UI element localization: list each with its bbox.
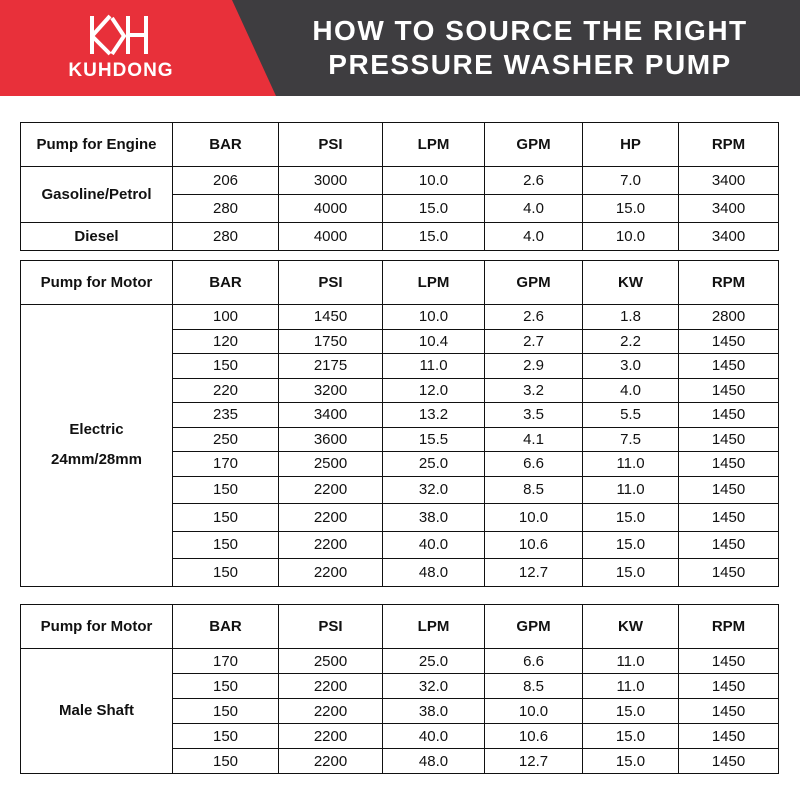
- row-group-label-line: Electric: [69, 421, 124, 439]
- table-cell: 11.0: [383, 354, 485, 379]
- column-header: PSI: [279, 261, 383, 305]
- table-cell: 1750: [279, 329, 383, 354]
- table-cell: 25.0: [383, 452, 485, 477]
- table-cell: 120: [173, 329, 279, 354]
- table-cell: 10.0: [383, 167, 485, 195]
- table-cell: 3600: [279, 427, 383, 452]
- table-cell: 11.0: [583, 674, 679, 699]
- table-cell: 6.6: [485, 649, 583, 674]
- column-header: GPM: [485, 261, 583, 305]
- table-cell: 3000: [279, 167, 383, 195]
- column-header: Pump for Motor: [21, 261, 173, 305]
- table-cell: 150: [173, 354, 279, 379]
- column-header: RPM: [679, 261, 779, 305]
- column-header: RPM: [679, 605, 779, 649]
- row-group-label: Diesel: [21, 223, 173, 251]
- table-cell: 1450: [679, 559, 779, 587]
- table-cell: 38.0: [383, 699, 485, 724]
- table-cell: 38.0: [383, 504, 485, 532]
- page-title: [275, 14, 785, 82]
- table-cell: 8.5: [485, 674, 583, 699]
- table-cell: 5.5: [583, 403, 679, 428]
- table-cell: 3200: [279, 378, 383, 403]
- table-cell: 2800: [679, 305, 779, 330]
- table-row: [21, 649, 779, 674]
- table-cell: 3.0: [583, 354, 679, 379]
- table-cell: 3400: [279, 403, 383, 428]
- table-cell: 1450: [679, 674, 779, 699]
- table-cell: 150: [173, 531, 279, 559]
- table-cell: 4000: [279, 223, 383, 251]
- kh-logo-icon: [88, 12, 150, 58]
- table-cell: 1450: [679, 749, 779, 774]
- table-cell: 1450: [679, 531, 779, 559]
- brand-name: KUHDONG: [68, 60, 174, 81]
- table-cell: 15.0: [583, 559, 679, 587]
- table-cell: 2200: [279, 504, 383, 532]
- table-cell: 15.5: [383, 427, 485, 452]
- table-cell: 12.7: [485, 749, 583, 774]
- table-cell: 150: [173, 674, 279, 699]
- table-cell: 170: [173, 452, 279, 477]
- table-row: [21, 167, 779, 195]
- table-cell: 11.0: [583, 649, 679, 674]
- table-cell: 15.0: [583, 699, 679, 724]
- table-cell: 15.0: [583, 724, 679, 749]
- engine-pump-table: [20, 122, 779, 251]
- column-header: BAR: [173, 605, 279, 649]
- row-group-label: [21, 649, 173, 774]
- column-header: HP: [583, 123, 679, 167]
- table-cell: 1450: [679, 476, 779, 504]
- table-cell: 206: [173, 167, 279, 195]
- table-cell: 2200: [279, 559, 383, 587]
- table-cell: 150: [173, 476, 279, 504]
- table-cell: 1450: [679, 329, 779, 354]
- table-cell: 1450: [679, 452, 779, 477]
- table-cell: 10.0: [583, 223, 679, 251]
- table-cell: 100: [173, 305, 279, 330]
- column-header: KW: [583, 605, 679, 649]
- table-header-row: [21, 605, 779, 649]
- table-row: [21, 305, 779, 330]
- column-header: LPM: [383, 261, 485, 305]
- table-cell: 15.0: [583, 504, 679, 532]
- column-header: PSI: [279, 123, 383, 167]
- table-cell: 48.0: [383, 559, 485, 587]
- column-header: KW: [583, 261, 679, 305]
- table-cell: 11.0: [583, 476, 679, 504]
- table-cell: 15.0: [583, 195, 679, 223]
- table-cell: 10.4: [383, 329, 485, 354]
- table-header-row: [21, 123, 779, 167]
- column-header: GPM: [485, 123, 583, 167]
- table-cell: 250: [173, 427, 279, 452]
- table-cell: 220: [173, 378, 279, 403]
- table-cell: 11.0: [583, 452, 679, 477]
- column-header: GPM: [485, 605, 583, 649]
- table-cell: 2200: [279, 531, 383, 559]
- table-cell: 7.5: [583, 427, 679, 452]
- table-cell: 1450: [679, 649, 779, 674]
- table-cell: 1450: [679, 427, 779, 452]
- table-cell: 2200: [279, 724, 383, 749]
- shaft-table-body: [21, 649, 779, 774]
- table-cell: 2175: [279, 354, 383, 379]
- column-header: PSI: [279, 605, 383, 649]
- table-cell: 15.0: [383, 223, 485, 251]
- table-cell: 2.6: [485, 167, 583, 195]
- table-cell: 4000: [279, 195, 383, 223]
- title-line-1: HOW TO SOURCE THE RIGHT: [312, 15, 748, 46]
- table-cell: 2500: [279, 649, 383, 674]
- table-cell: 2.9: [485, 354, 583, 379]
- table-cell: 2200: [279, 699, 383, 724]
- table-cell: 280: [173, 223, 279, 251]
- row-group-label: [21, 305, 173, 587]
- table-cell: 10.6: [485, 531, 583, 559]
- table-cell: 3.5: [485, 403, 583, 428]
- table-row: [21, 223, 779, 251]
- column-header: BAR: [173, 261, 279, 305]
- table-cell: 280: [173, 195, 279, 223]
- table-header-row: [21, 261, 779, 305]
- table-cell: 150: [173, 749, 279, 774]
- table-cell: 2.7: [485, 329, 583, 354]
- table-cell: 40.0: [383, 724, 485, 749]
- table-cell: 10.0: [485, 699, 583, 724]
- row-group-label-line: Male Shaft: [58, 702, 134, 719]
- table-cell: 8.5: [485, 476, 583, 504]
- table-cell: 1450: [679, 699, 779, 724]
- table-cell: 32.0: [383, 476, 485, 504]
- table-cell: 48.0: [383, 749, 485, 774]
- table-cell: 32.0: [383, 674, 485, 699]
- table-cell: 2200: [279, 476, 383, 504]
- table-cell: 10.0: [485, 504, 583, 532]
- table-cell: 3.2: [485, 378, 583, 403]
- column-header: LPM: [383, 605, 485, 649]
- table-cell: 150: [173, 559, 279, 587]
- table-cell: 2500: [279, 452, 383, 477]
- column-header: Pump for Motor: [21, 605, 173, 649]
- table-cell: 4.1: [485, 427, 583, 452]
- table-cell: 40.0: [383, 531, 485, 559]
- table-cell: 4.0: [583, 378, 679, 403]
- table-cell: 1450: [679, 354, 779, 379]
- table-cell: 1450: [279, 305, 383, 330]
- column-header: RPM: [679, 123, 779, 167]
- electric-motor-pump-table: [20, 260, 779, 587]
- table-cell: 2.2: [583, 329, 679, 354]
- table-cell: 3400: [679, 167, 779, 195]
- table-cell: 12.0: [383, 378, 485, 403]
- table-cell: 235: [173, 403, 279, 428]
- table-cell: 1450: [679, 504, 779, 532]
- table-cell: 10.6: [485, 724, 583, 749]
- table-cell: 15.0: [383, 195, 485, 223]
- male-shaft-pump-table: [20, 604, 779, 774]
- table-cell: 1.8: [583, 305, 679, 330]
- table-cell: 2.6: [485, 305, 583, 330]
- table-cell: 3400: [679, 223, 779, 251]
- table-cell: 150: [173, 699, 279, 724]
- column-header: LPM: [383, 123, 485, 167]
- table-cell: 150: [173, 504, 279, 532]
- table-cell: 7.0: [583, 167, 679, 195]
- table-cell: 10.0: [383, 305, 485, 330]
- column-header: BAR: [173, 123, 279, 167]
- table-cell: 12.7: [485, 559, 583, 587]
- table-cell: 15.0: [583, 531, 679, 559]
- table-cell: 2200: [279, 674, 383, 699]
- table-cell: 3400: [679, 195, 779, 223]
- electric-table-body: [21, 305, 779, 587]
- table-cell: 1450: [679, 378, 779, 403]
- table-cell: 13.2: [383, 403, 485, 428]
- table-cell: 2200: [279, 749, 383, 774]
- row-group-label-line: 24mm/28mm: [51, 451, 142, 469]
- table-cell: 4.0: [485, 223, 583, 251]
- table-cell: 1450: [679, 403, 779, 428]
- table-cell: 1450: [679, 724, 779, 749]
- table-cell: 150: [173, 724, 279, 749]
- table-cell: 170: [173, 649, 279, 674]
- table-cell: 15.0: [583, 749, 679, 774]
- row-group-label: Gasoline/Petrol: [21, 167, 173, 223]
- table-cell: 6.6: [485, 452, 583, 477]
- page-header: [0, 0, 800, 96]
- column-header: Pump for Engine: [21, 123, 173, 167]
- table-cell: 25.0: [383, 649, 485, 674]
- table-cell: 4.0: [485, 195, 583, 223]
- title-line-2: PRESSURE WASHER PUMP: [328, 49, 732, 80]
